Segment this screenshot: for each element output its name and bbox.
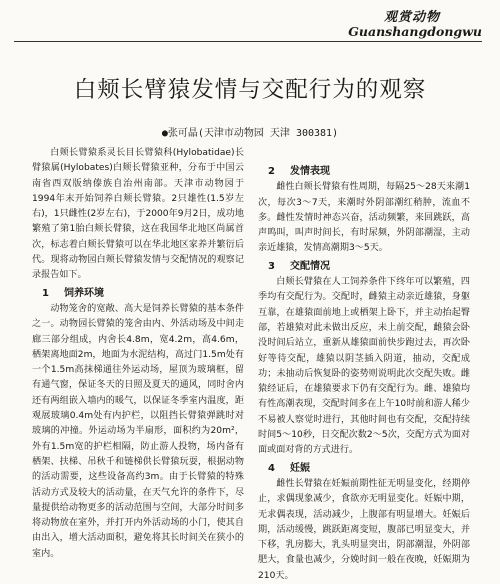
column-name-en: Guanshangdongwu xyxy=(348,24,482,39)
section-paragraph: 雌性长臂猿在妊娠前期性征无明显变化，经期停止，求偶现象减少，食欲亦无明显变化。妊娠中期，无求偶表现，活动减少，上腹部有明显增大。妊娠后期，活动缓慢，跳跃距离变短，腹部已明显变大，并下移，乳房膨大，乳头明显突出，阴部潮湿，外阴部肥大，食量也减少，分娩时间一般在夜晚，妊娠期为210天。 xyxy=(258,478,470,581)
section-heading xyxy=(268,164,470,179)
page-header xyxy=(0,0,500,52)
section-title: 发情表现 xyxy=(290,166,330,177)
section-heading xyxy=(268,259,470,274)
section-number: 1 xyxy=(42,287,49,299)
article-title: 白颊长臂猿发情与交配行为的观察 xyxy=(73,77,427,103)
intro-paragraph: 白颊长臂猿系灵长目长臂猿科(Hylobatidae)长臂猿属(Hylobates)白颊长臂猿亚种，分布于中国云南省西双版纳傣族自治州南部。天津市动物园于1994年末开始饲养白颊长臂猿。2只雄性(1.5岁左右)，1只雌性(2岁左右)，于2000年9月2日，成功地繁殖了第1胎白颊长臂猿，这在我国华北地区尚属首次，标志着白颊长臂猿可以在华北地区家养并繁衍后代。现将动物园白颊长臂猿发情与交配情况的观察记录报告如下。 xyxy=(32,148,244,281)
author-line: ●张可晶(天津市动物园 天津 300381) xyxy=(161,128,339,139)
right-column xyxy=(258,162,470,584)
section-paragraph: 雌性白颊长臂猿有性周期，每隔25～28天来潮1次，每次3～7天，来潮时外阴部潮红稍肿，流血不多。雌性发情时神态兴奋，活动频繁，来回跳跃，高声鸣叫，叫声时间长，有时尿频，外阴部潮湿，主动亲近雄猿，发情高潮期3～5天。 xyxy=(258,182,470,254)
section-title: 妊娠 xyxy=(290,462,310,474)
section-heading xyxy=(268,461,470,476)
header-rule xyxy=(14,41,482,42)
section-number: 3 xyxy=(268,260,275,272)
section-title: 交配情况 xyxy=(290,260,330,272)
left-column xyxy=(32,146,244,562)
section-paragraph: 白颊长臂猿在人工饲养条件下终年可以繁殖，四季均有交配行为。交配时，雌猿主动亲近雄猿，身躯互靠，在雄猿面前地上或栖架上卧下，并主动抬起臀部，若雄猿对此未做出反应，未上前交配，雌猿会卧没时间后站立，重新从雄猿面前快步跑过去，再次卧好等待交配，雄猿以阴茎插入阴道，抽动，交配成功；未抽动后恢复卧的姿势则说明此次交配失败。雌猿经证后，在雄猿要求下仍有交配行为。雌、雄猿均有性高潮表现，交配时间多在上午10时前和游人稀少不易被人察觉时进行，其他时间也有交配，交配持续时间5～10秒，日交配次数2～5次，交配方式为面对面或面对背的方式进行。 xyxy=(258,277,470,456)
section-number: 4 xyxy=(268,462,275,474)
section-title: 饲养环境 xyxy=(64,287,104,299)
column-name-cn: 观赏动物 xyxy=(383,10,440,25)
section-heading xyxy=(42,286,244,301)
section-paragraph: 动物笼舍的宽敞、高大是饲养长臂猿的基本条件之一。动物园长臂猿的笼舍由内、外活动场及中间走廊三部分组成，内舍长4.8m，宽4.2m，高4.6m，栖架离地面2m，地面为水泥结构，高过门1.5m处有一个1.5m高抹梯通往外运动场，屋顶为玻璃框，留有通气窗，保证冬天的日照及夏天的通风，同时舍内还有两组嵌入墙内的暖气，以保证冬季室内温度，距观展玻璃0.4m处有内护栏，以阻挡长臂猿弹跳时对玻璃的冲撞。外运动场为半扇形，面积约为20m²，外有1.5m宽的护栏相隔，防止游人投物，场内备有栖架、扶梯、吊秋千和链梯供长臂猿玩耍，根据动物的活动需要，这些设备高约3m。由于长臂猿的特殊活动方式及较大的活动量，在天气允许的条件下，尽量提供给动物更多的活动范围与空间，大部分时间多将动物放在室外，并打开内外活动场的小门，使其自由出入，增大活动面积，避免将其长时间关在狭小的室内。 xyxy=(32,303,244,559)
section-number: 2 xyxy=(268,166,275,177)
